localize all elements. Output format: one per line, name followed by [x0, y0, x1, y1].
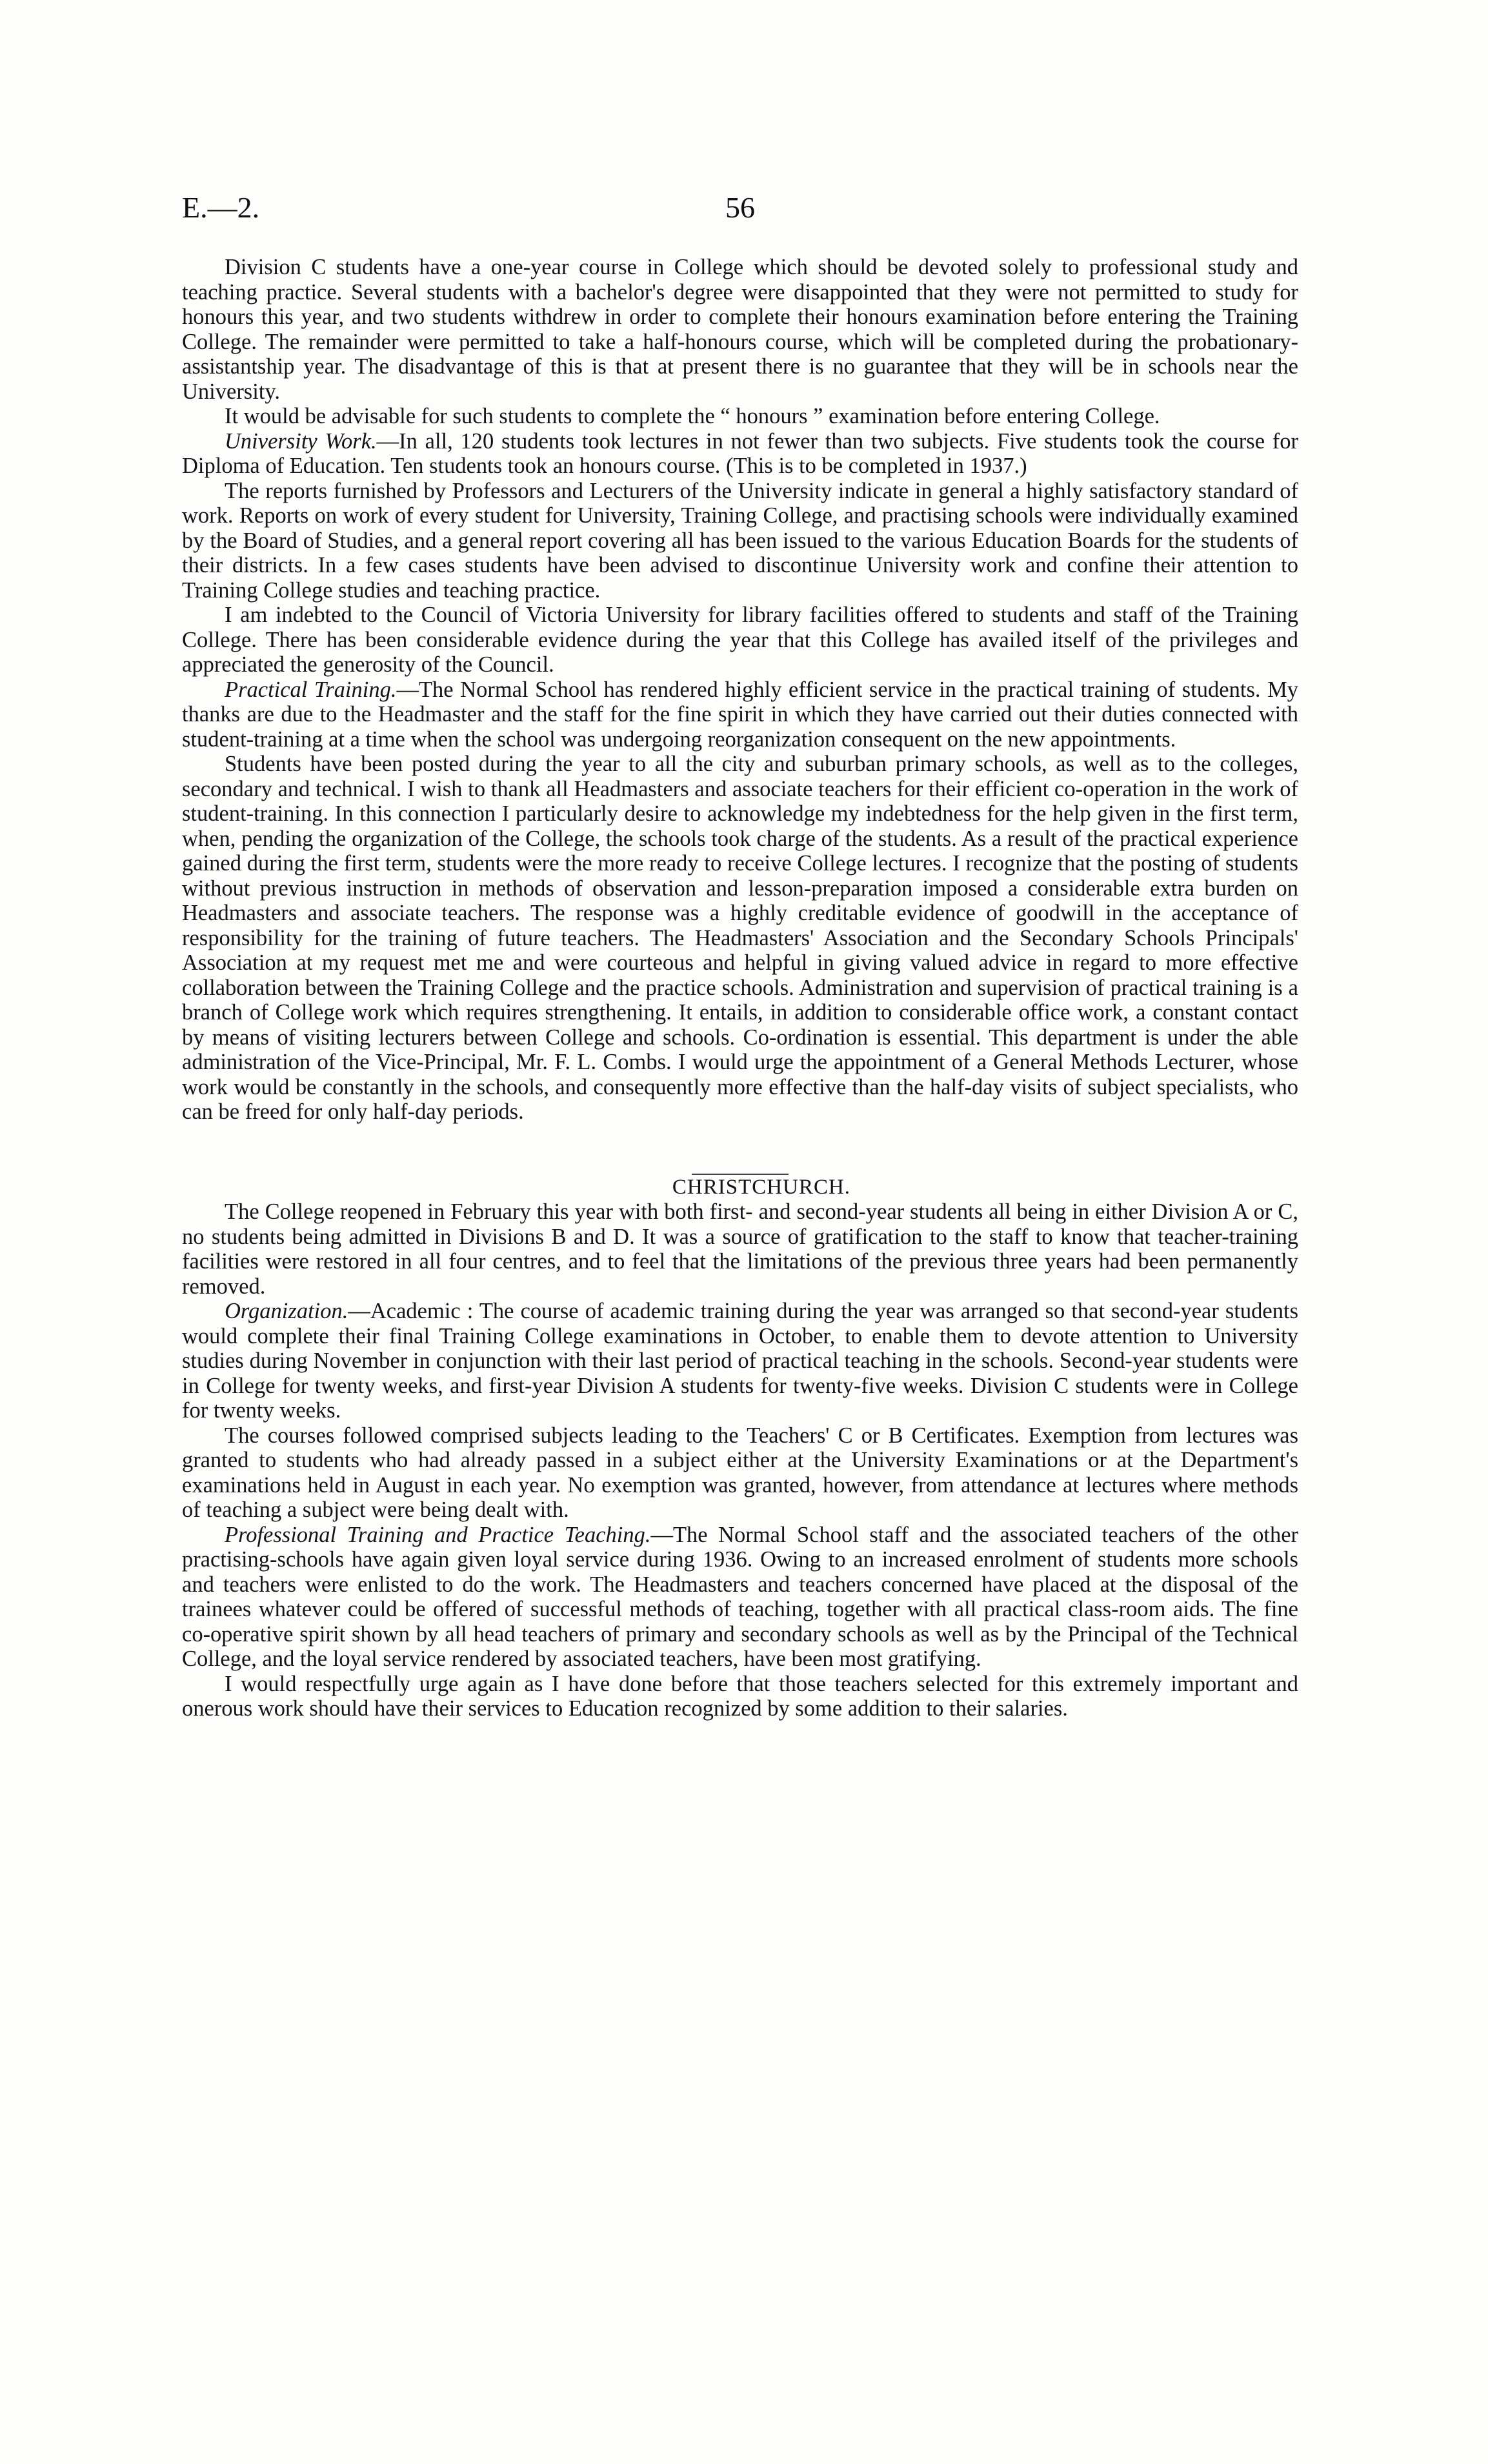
paragraph-text: —In all, 120 students took lectures in not fewer than two subjects. Five students took the course for Diploma of Education. Ten students took an honours course. (This is to be completed in 1937.) [182, 428, 1298, 478]
paragraph-lead: Professional Training and Practice Teaching. [225, 1522, 651, 1547]
page-number: 56 [725, 191, 755, 224]
paragraph: Students have been posted during the year to all the city and suburban primary schools, as well as to the colleges, secondary and technical. I wish to thank all Headmasters and associate teachers for their efficient co-operation in the work of student-training. In this connection I particularly desire to acknowledge my indebtedness for the help given in the first term, when, pending the organization of the College, the schools took charge of the students. As a result of the practical experience gained during the first term, students were the more ready to receive College lectures. I recognize that the posting of students without previous instruction in methods of observation and lesson-preparation imposed a considerable extra burden on Headmasters and associate teachers. The response was a highly creditable evidence of goodwill in the acceptance of responsibility for the training of future teachers. The Headmasters' Association and the Secondary Schools Principals' Association at my request met me and were courteous and helpful in giving valued advice in regard to more effective collaboration between the Training College and the practice schools. Administration and supervision of practical training is a branch of College work which requires strengthening. It entails, in addition to considerable office work, a constant contact by means of visiting lecturers between College and schools. Co-ordination is essential. This department is under the able administration of the Vice-Principal, Mr. F. L. Combs. I would urge the appointment of a General Methods Lecturer, whose work would be constantly in the schools, and consequently more effective than the half-day visits of subject specialists, who can be freed for only half-day periods. [182, 752, 1298, 1124]
section-heading: CHRISTCHURCH. [672, 1175, 851, 1199]
paragraph: The reports furnished by Professors and Lecturers of the University indicate in general a highly satisfactory standard of work. Reports on work of every student for University, Training College, and practising schools were individually examined by the Board of Studies, and a general report covering all has been issued to the various Education Boards for the students of their districts. In a few cases students have been advised to discontinue University work and confine their attention to Training College studies and teaching practice. [182, 478, 1298, 603]
paragraph-text: —Academic : The course of academic training during the year was arranged so that second-year students would complete their final Training College examinations in October, to enable them to devote attention to University studies during November in conjunction with their last period of practical teaching in the schools. Second-year students were in College for twenty weeks, and first-year Division A students for twenty-five weeks. Division C students were in College for twenty weeks. [182, 1299, 1298, 1423]
paragraph-text: —The Normal School staff and the associated teachers of the other practising-schools have again given loyal service during 1936. Owing to an increased enrolment of students more schools and teachers were enlisted to do the work. The Headmasters and teachers concerned have placed at the disposal of the trainees whatever could be offered of successful methods of teaching, together with all practical class-room aids. The fine co-operative spirit shown by all head teachers of primary and secondary schools as well as by the Principal of the Technical College, and the loyal service rendered by associated teachers, have been most gratifying. [182, 1522, 1298, 1671]
paragraph [182, 1299, 1298, 1423]
paragraph [182, 1523, 1298, 1672]
paragraph: I am indebted to the Council of Victoria University for library facilities offered to students and staff of the Training College. There has been considerable evidence during the year that this College has availed itself of the privileges and appreciated the generosity of the Council. [182, 603, 1298, 677]
paragraph-text: —The Normal School has rendered highly efficient service in the practical training of students. My thanks are due to the Headmaster and the staff for the fine spirit in which they have carried out their duties connected with student-training at a time when the school was undergoing reorganization consequent on the new appointments. [182, 677, 1298, 752]
paragraph-lead: Organization. [225, 1299, 348, 1323]
paragraph [182, 677, 1298, 752]
paragraph: Division C students have a one-year course in College which should be devoted solely to professional study and teaching practice. Several students with a bachelor's degree were disappointed that they were not permitted to study for honours this year, and two students withdrew in order to complete their honours examination before entering the Training College. The remainder were permitted to take a half-honours course, which will be completed during the probationary-assistantship year. The disadvantage of this is that at present there is no guarantee that they will be in schools near the University. [182, 255, 1298, 404]
document-body [182, 255, 1298, 1721]
paragraph-lead: University Work. [225, 428, 377, 454]
paragraph [182, 429, 1298, 479]
page-header [182, 190, 1305, 229]
paragraph-lead: Practical Training. [225, 677, 397, 702]
paragraph: It would be advisable for such students to complete the “ honours ” examination before entering College. [225, 404, 1160, 428]
paragraph: The courses followed comprised subjects leading to the Teachers' C or B Certificates. Exemption from lectures was granted to students who had already passed in a subject either at the University Examinations or at the Department's examinations held in August in each year. No exemption was granted, however, from attendance at lectures where methods of teaching a subject were being dealt with. [182, 1423, 1298, 1522]
report-code: E.—2. [182, 191, 260, 224]
paragraph: I would respectfully urge again as I have done before that those teachers selected for this extremely important and onerous work should have their services to Education recognized by some addition to their salaries. [182, 1671, 1298, 1721]
paragraph: The College reopened in February this year with both first- and second-year students all being in either Division A or C, no students being admitted in Divisions B and D. It was a source of gratification to the staff to know that teacher-training facilities were restored in all four centres, and to feel that the limitations of the previous three years had been permanently removed. [182, 1199, 1298, 1299]
